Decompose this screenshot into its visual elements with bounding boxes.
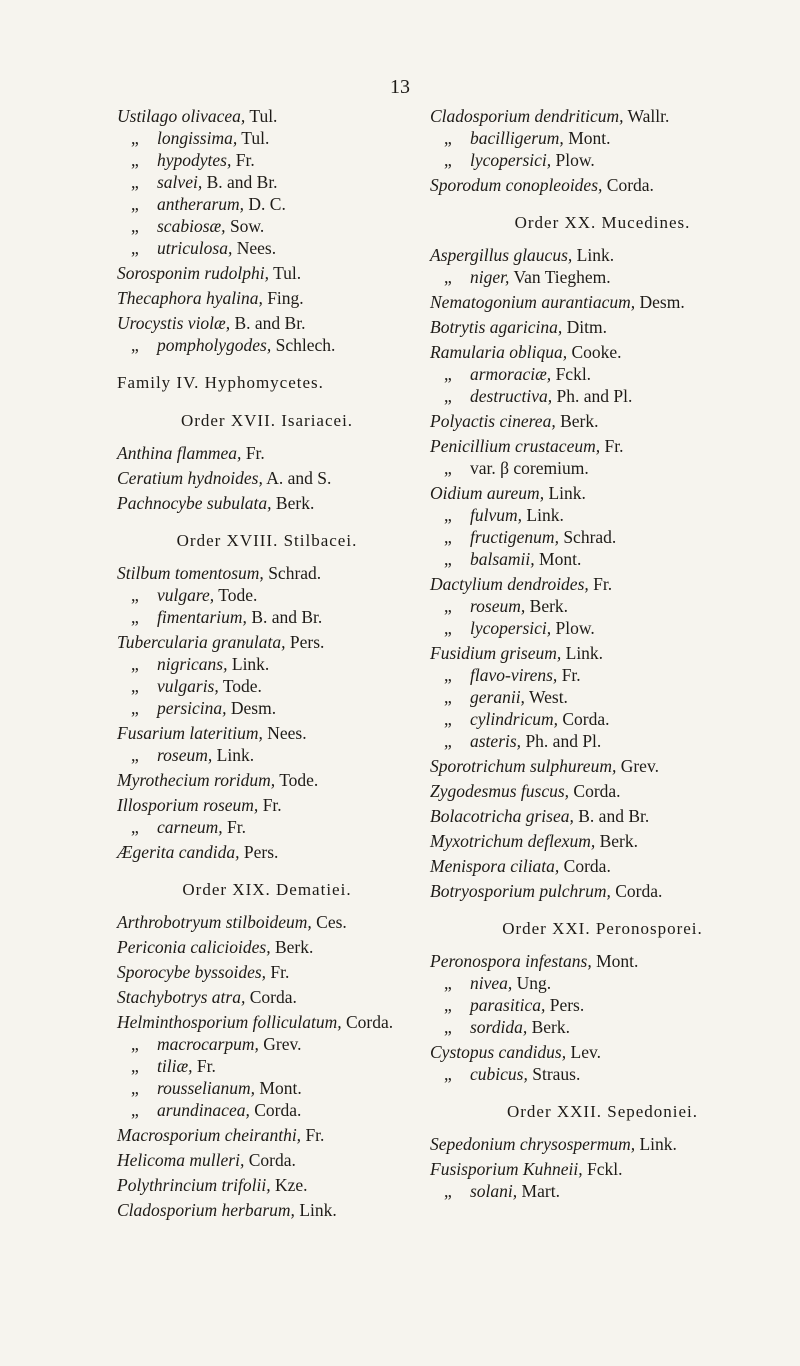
species-name: asteris, — [470, 731, 522, 751]
species-name: nigricans, — [157, 654, 228, 674]
ditto-mark: „ — [444, 458, 452, 478]
species-name: carneum, — [157, 817, 223, 837]
species-entry — [430, 708, 775, 730]
ditto-mark: „ — [444, 618, 452, 638]
species-name: sordida, — [470, 1017, 528, 1037]
species-name: scabiosæ, — [157, 216, 226, 236]
ditto-mark: „ — [131, 745, 139, 765]
species-author: Corda. — [248, 1150, 296, 1170]
species-entry — [117, 312, 417, 334]
species-name: fimentarium, — [157, 607, 247, 627]
species-name: Fusidium griseum, — [430, 643, 562, 663]
species-entry — [117, 675, 417, 697]
species-author: Tode. — [279, 770, 319, 790]
species-name: geranii, — [470, 687, 525, 707]
species-name: Ramularia obliqua, — [430, 342, 568, 362]
species-name: Macrosporium cheiranthi, — [117, 1125, 302, 1145]
ditto-mark: „ — [444, 364, 452, 384]
species-author: Fr. — [305, 1125, 325, 1145]
species-author: Mont. — [259, 1078, 302, 1098]
species-author: Fr. — [604, 436, 624, 456]
species-entry — [117, 171, 417, 193]
species-entry — [430, 664, 775, 686]
species-author: Ung. — [516, 973, 552, 993]
species-name: Urocystis violæ, — [117, 313, 231, 333]
species-entry — [430, 1016, 775, 1038]
species-name: lycopersici, — [470, 618, 552, 638]
species-entry — [117, 936, 417, 958]
species-name: solani, — [470, 1181, 518, 1201]
species-entry — [117, 1174, 417, 1196]
section-heading: Order XVIII. Stilbacei. — [176, 531, 358, 550]
species-name: fructigenum, — [470, 527, 559, 547]
species-entry — [117, 911, 417, 933]
species-entry — [430, 573, 775, 595]
species-author: B. and Br. — [251, 607, 323, 627]
species-entry — [430, 686, 775, 708]
species-author: Tode. — [222, 676, 262, 696]
species-author: Schrad. — [268, 563, 322, 583]
species-entry — [117, 127, 417, 149]
species-entry — [117, 584, 417, 606]
species-author: Ces. — [316, 912, 347, 932]
species-name: Zygodesmus fuscus, — [430, 781, 570, 801]
species-author: Tul. — [241, 128, 270, 148]
species-entry — [430, 994, 775, 1016]
species-entry — [430, 755, 775, 777]
species-author: B. and Br. — [234, 313, 306, 333]
species-entry — [430, 244, 775, 266]
species-entry — [117, 1199, 417, 1221]
species-name: Stachybotrys atra, — [117, 987, 246, 1007]
species-author: Mont. — [539, 549, 582, 569]
species-entry — [117, 105, 417, 127]
species-entry — [430, 972, 775, 994]
ditto-mark: „ — [444, 505, 452, 525]
species-author: Corda. — [254, 1100, 302, 1120]
species-author: Plow. — [555, 150, 595, 170]
species-author: Schrad. — [563, 527, 617, 547]
species-author: Pers. — [549, 995, 585, 1015]
species-entry — [117, 287, 417, 309]
species-author: Ph. and Pl. — [525, 731, 602, 751]
species-entry — [117, 816, 417, 838]
ditto-mark: „ — [131, 238, 139, 258]
species-author: Schlech. — [275, 335, 336, 355]
ditto-mark: „ — [444, 1017, 452, 1037]
species-author: Fckl. — [587, 1159, 623, 1179]
species-entry — [117, 841, 417, 863]
species-name: Ceratium hydnoides, — [117, 468, 263, 488]
species-entry — [117, 769, 417, 791]
species-entry — [117, 722, 417, 744]
species-entry — [430, 730, 775, 752]
species-name: Botrytis agaricina, — [430, 317, 563, 337]
species-author: Kze. — [274, 1175, 308, 1195]
species-author: Cooke. — [571, 342, 622, 362]
ditto-mark: „ — [131, 194, 139, 214]
species-name: lycopersici, — [470, 150, 552, 170]
species-name: Ustilago olivacea, — [117, 106, 246, 126]
section-heading: Order XIX. Dematiei. — [182, 880, 352, 899]
species-author: A. and S. — [266, 468, 332, 488]
species-name: Sepedonium chrysospermum, — [430, 1134, 636, 1154]
species-name: Bolacotricha grisea, — [430, 806, 574, 826]
species-entry — [117, 606, 417, 628]
ditto-mark: „ — [131, 1056, 139, 1076]
species-entry — [430, 1041, 775, 1063]
species-entry — [430, 595, 775, 617]
species-entry — [430, 504, 775, 526]
species-entry — [430, 526, 775, 548]
species-author: Nees. — [236, 238, 277, 258]
species-name: Cladosporium dendriticum, — [430, 106, 624, 126]
species-author: Corda. — [249, 987, 297, 1007]
species-name: Oidium aureum, — [430, 483, 545, 503]
species-author: Fr. — [262, 795, 282, 815]
species-author: Fr. — [270, 962, 290, 982]
species-entry — [117, 1033, 417, 1055]
species-author: Grev. — [263, 1034, 302, 1054]
species-entry — [117, 961, 417, 983]
species-author: Berk. — [529, 596, 569, 616]
species-entry — [117, 149, 417, 171]
ditto-mark: „ — [131, 1034, 139, 1054]
species-entry — [430, 482, 775, 504]
species-entry — [117, 492, 417, 514]
species-author: Fr. — [561, 665, 581, 685]
ditto-mark: „ — [131, 607, 139, 627]
species-entry — [117, 1077, 417, 1099]
species-name: cylindricum, — [470, 709, 558, 729]
species-author: Berk. — [275, 493, 315, 513]
species-name: nivea, — [470, 973, 513, 993]
species-author: Straus. — [532, 1064, 581, 1084]
ditto-mark: „ — [444, 731, 452, 751]
ditto-mark: „ — [131, 654, 139, 674]
species-name: Pachnocybe subulata, — [117, 493, 272, 513]
species-author: Link. — [639, 1134, 677, 1154]
species-author: Tul. — [273, 263, 302, 283]
species-name: persicina, — [157, 698, 227, 718]
ditto-mark: „ — [444, 665, 452, 685]
species-name: bacilligerum, — [470, 128, 564, 148]
species-author: Corda. — [615, 881, 663, 901]
page-number: 13 — [390, 76, 410, 98]
ditto-mark: „ — [444, 128, 452, 148]
species-entry — [117, 1011, 417, 1033]
ditto-mark: „ — [131, 150, 139, 170]
species-name: Arthrobotryum stilboideum, — [117, 912, 312, 932]
species-name: balsamii, — [470, 549, 535, 569]
species-entry — [117, 334, 417, 356]
ditto-mark: „ — [444, 527, 452, 547]
section-heading: Order XX. Mucedines. — [514, 213, 691, 232]
section-heading: Family IV. Hyphomycetes. — [117, 373, 324, 392]
species-name: Anthina flammea, — [117, 443, 242, 463]
species-name: cubicus, — [470, 1064, 528, 1084]
species-author: Link. — [526, 505, 564, 525]
species-entry — [117, 215, 417, 237]
species-name: hypodytes, — [157, 150, 232, 170]
species-author: Ph. and Pl. — [556, 386, 633, 406]
species-author: Nees. — [267, 723, 307, 743]
ditto-mark: „ — [444, 1181, 452, 1201]
species-entry — [430, 1158, 775, 1180]
species-name: Helicoma mulleri, — [117, 1150, 245, 1170]
species-name: flavo-virens, — [470, 665, 558, 685]
ditto-mark: „ — [444, 687, 452, 707]
species-author: Fr. — [593, 574, 613, 594]
species-name: Sporodum conopleoides, — [430, 175, 603, 195]
species-author: Link. — [299, 1200, 337, 1220]
species-author: Berk. — [531, 1017, 570, 1037]
species-author: Link. — [231, 654, 270, 674]
species-author: Lev. — [570, 1042, 601, 1062]
species-name: destructiva, — [470, 386, 553, 406]
species-author: Desm. — [639, 292, 685, 312]
species-name: Sporocybe byssoides, — [117, 962, 267, 982]
species-entry — [430, 105, 775, 127]
species-entry — [430, 410, 775, 432]
species-name: Ægerita candida, — [117, 842, 240, 862]
species-name: arundinacea, — [157, 1100, 250, 1120]
species-entry — [430, 149, 775, 171]
species-name: Sorosponim rudolphi, — [117, 263, 270, 283]
species-name: niger, — [470, 267, 510, 287]
ditto-mark: „ — [131, 172, 139, 192]
ditto-mark: „ — [444, 549, 452, 569]
species-entry — [117, 794, 417, 816]
species-author: Fr. — [245, 443, 265, 463]
species-name: Penicillium crustaceum, — [430, 436, 601, 456]
species-entry — [117, 562, 417, 584]
species-name: Illosporium roseum, — [117, 795, 259, 815]
species-name: Fusarium lateritium, — [117, 723, 263, 743]
species-author: B. and Br. — [206, 172, 278, 192]
species-entry — [430, 950, 775, 972]
ditto-mark: „ — [444, 995, 452, 1015]
species-entry — [430, 457, 775, 479]
species-author: Pers. — [289, 632, 325, 652]
ditto-mark: „ — [131, 585, 139, 605]
species-name: roseum, — [470, 596, 526, 616]
species-name: Sporotrichum sulphureum, — [430, 756, 617, 776]
species-author: West. — [529, 687, 568, 707]
ditto-mark: „ — [131, 1100, 139, 1120]
species-author: Corda. — [562, 709, 610, 729]
species-name: salvei, — [157, 172, 203, 192]
species-name: Tubercularia granulata, — [117, 632, 286, 652]
species-entry — [430, 880, 775, 902]
species-name: Menispora ciliata, — [430, 856, 560, 876]
species-author: Tul. — [249, 106, 278, 126]
species-name: vulgaris, — [157, 676, 219, 696]
species-entry — [117, 631, 417, 653]
species-name: Myxotrichum deflexum, — [430, 831, 596, 851]
species-author: Berk. — [599, 831, 638, 851]
species-author: Ditm. — [566, 317, 607, 337]
ditto-mark: „ — [444, 709, 452, 729]
ditto-mark: „ — [444, 1064, 452, 1084]
species-name: vulgare, — [157, 585, 215, 605]
ditto-mark: „ — [131, 1078, 139, 1098]
ditto-mark: „ — [444, 973, 452, 993]
species-author: Fr. — [235, 150, 255, 170]
species-name: Cystopus candidus, — [430, 1042, 567, 1062]
species-entry — [117, 744, 417, 766]
species-name: macrocarpum, — [157, 1034, 259, 1054]
species-name: fulvum, — [470, 505, 523, 525]
species-author: Link. — [216, 745, 255, 765]
species-name: antherarum, — [157, 194, 245, 214]
species-author: Plow. — [555, 618, 595, 638]
species-entry — [117, 442, 417, 464]
ditto-mark: „ — [444, 596, 452, 616]
species-name: roseum, — [157, 745, 213, 765]
section-heading: Order XVII. Isariacei. — [180, 411, 354, 430]
species-name: Polythrincium trifolii, — [117, 1175, 271, 1195]
species-author: Mont. — [596, 951, 639, 971]
species-entry — [430, 617, 775, 639]
species-name: Aspergillus glaucus, — [430, 245, 573, 265]
species-entry — [430, 1063, 775, 1085]
species-name: Thecaphora hyalina, — [117, 288, 263, 308]
species-author: var. β coremium. — [470, 458, 589, 478]
species-author: Fckl. — [555, 364, 592, 384]
species-entry — [117, 697, 417, 719]
ditto-mark: „ — [444, 267, 452, 287]
species-name: Peronospora infestans, — [430, 951, 592, 971]
species-author: Mart. — [521, 1181, 560, 1201]
ditto-mark: „ — [131, 128, 139, 148]
section-heading: Order XXI. Peronosporei. — [502, 919, 703, 938]
species-author: D. C. — [248, 194, 286, 214]
species-name: Fusisporium Kuhneii, — [430, 1159, 583, 1179]
species-name: Myrothecium roridum, — [117, 770, 276, 790]
species-author: B. and Br. — [578, 806, 650, 826]
species-name: Stilbum tomentosum, — [117, 563, 264, 583]
ditto-mark: „ — [131, 817, 139, 837]
species-author: Corda. — [606, 175, 654, 195]
species-name: Periconia calicioides, — [117, 937, 271, 957]
species-entry — [117, 193, 417, 215]
species-entry — [430, 291, 775, 313]
species-entry — [430, 341, 775, 363]
species-author: Van Tieghem. — [513, 267, 611, 287]
species-entry — [430, 642, 775, 664]
species-name: parasitica, — [470, 995, 546, 1015]
species-entry — [430, 830, 775, 852]
species-name: Dactylium dendroides, — [430, 574, 589, 594]
species-entry — [117, 1099, 417, 1121]
species-name: Cladosporium herbarum, — [117, 1200, 295, 1220]
species-entry — [117, 237, 417, 259]
section-heading: Order XXII. Sepedoniei. — [506, 1102, 699, 1121]
species-author: Grev. — [620, 756, 659, 776]
species-entry — [430, 316, 775, 338]
species-author: Tode. — [218, 585, 258, 605]
species-entry — [430, 780, 775, 802]
species-name: utriculosa, — [157, 238, 233, 258]
species-name: Nematogonium aurantiacum, — [430, 292, 636, 312]
species-author: Berk. — [560, 411, 599, 431]
species-entry — [430, 363, 775, 385]
species-entry — [117, 986, 417, 1008]
species-entry — [117, 1124, 417, 1146]
species-entry — [430, 805, 775, 827]
ditto-mark: „ — [131, 698, 139, 718]
species-author: Mont. — [568, 128, 611, 148]
species-author: Corda. — [563, 856, 611, 876]
ditto-mark: „ — [131, 676, 139, 696]
species-entry — [430, 855, 775, 877]
species-author: Corda. — [573, 781, 621, 801]
species-entry — [117, 1149, 417, 1171]
species-author: Corda. — [345, 1012, 394, 1032]
species-entry — [117, 653, 417, 675]
ditto-mark: „ — [444, 150, 452, 170]
species-author: Desm. — [230, 698, 277, 718]
species-author: Sow. — [229, 216, 265, 236]
species-author: Link. — [565, 643, 604, 663]
ditto-mark: „ — [131, 216, 139, 236]
species-author: Fr. — [196, 1056, 216, 1076]
species-author: Berk. — [274, 937, 314, 957]
species-author: Wallr. — [627, 106, 670, 126]
right-column — [430, 102, 775, 1202]
left-column — [117, 102, 417, 1221]
species-entry — [430, 1133, 775, 1155]
species-name: Helminthosporium folliculatum, — [117, 1012, 342, 1032]
species-entry — [430, 266, 775, 288]
species-author: Pers. — [243, 842, 279, 862]
species-name: tiliæ, — [157, 1056, 193, 1076]
species-entry — [430, 548, 775, 570]
species-entry — [430, 127, 775, 149]
species-author: Fr. — [226, 817, 246, 837]
species-name: armoraciæ, — [470, 364, 552, 384]
species-entry — [430, 385, 775, 407]
species-author: Link. — [576, 245, 615, 265]
species-name: Polyactis cinerea, — [430, 411, 556, 431]
species-entry — [117, 1055, 417, 1077]
species-entry — [430, 435, 775, 457]
ditto-mark: „ — [444, 386, 452, 406]
species-name: Botryosporium pulchrum, — [430, 881, 611, 901]
species-name: pompholygodes, — [157, 335, 272, 355]
species-entry — [117, 467, 417, 489]
species-entry — [430, 174, 775, 196]
ditto-mark: „ — [131, 335, 139, 355]
species-entry — [430, 1180, 775, 1202]
species-author: Link. — [548, 483, 586, 503]
species-author: Fing. — [267, 288, 304, 308]
species-name: longissima, — [157, 128, 238, 148]
species-name: rousselianum, — [157, 1078, 256, 1098]
species-entry — [117, 262, 417, 284]
